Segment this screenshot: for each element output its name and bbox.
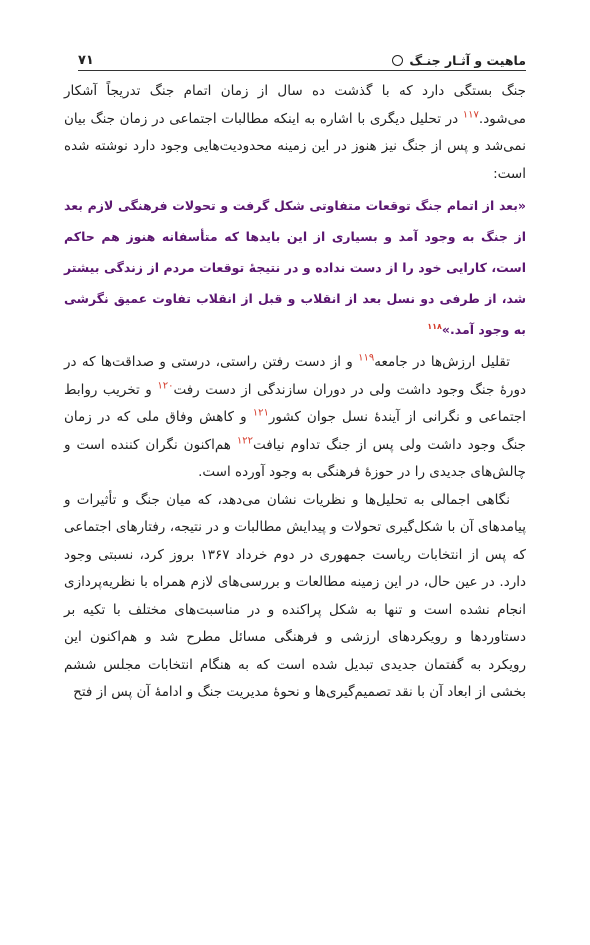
- page-body: [64, 78, 526, 707]
- text-run: و از دست رفتن راستی، درستی و صداقت‌ها که در دورهٔ جنگ وجود داشت ولی در دوران سازندگی از دست رفت: [64, 354, 526, 398]
- footnote-marker: ۱۲۲: [236, 435, 253, 446]
- page-header: [78, 44, 526, 68]
- paragraph-p3: [64, 487, 526, 707]
- circle-bullet-icon: [392, 55, 403, 66]
- header-rule: [78, 70, 526, 71]
- text-run: تقلیل ارزش‌ها در جامعه: [374, 354, 511, 370]
- text-run: و کاهش وفاق ملی که در زمان جنگ وجود داشت ولی پس از جنگ تداوم نیافت: [64, 409, 526, 453]
- page-number: ۷۱: [78, 53, 94, 68]
- footnote-marker: ۱۱۸: [427, 321, 442, 331]
- paragraph-p2: [64, 349, 526, 487]
- text-run: نگاهی اجمالی به تحلیل‌ها و نظریات نشان می‌دهد، که میان جنگ و تأثیرات و پیامدهای آن با شکل‌گیری تحولات و پیدایش مطالبات و در نتیجه، رفتارهای اجتماعی که پس از انتخابات ریاست جمهوری در دوم خرداد ۱۳۶۷ بروز کرد، نسبتی وجود دارد. در عین حال، در این زمینه مطالعات و بررسی‌های لازم همراه با نظریه‌پردازی انجام نشده است و تنها به شکل پراکنده و در مناسبت‌های مختلف با تکیه بر دستاوردها و رویکردهای ارزشی و فرهنگی مسائل مطرح شد و هم‌اکنون این رویکرد به گفتمان جدیدی تبدیل شده است که به هنگام انتخابات مجلس ششم بخشی از ابعاد آن با نقد تصمیم‌گیری‌ها و نحوهٔ مدیریت جنگ و ادامهٔ آن پس از فتح: [64, 491, 526, 700]
- footnote-marker: ۱۲۱: [252, 407, 269, 419]
- text-run: و تخریب روابط اجتماعی و نگرانی از آیندهٔ نسل جوان کشور: [64, 381, 526, 425]
- running-title-text: ماهیت و آثـار جنـگ: [409, 53, 526, 68]
- block-quote: [64, 190, 526, 345]
- text-run: جنگ بستگی دارد که با گذشت ده سال از زمان اتمام جنگ تدریجاً آشکار می‌شود.: [64, 83, 526, 127]
- text-run: در تحلیل دیگری با اشاره به اینکه مطالبات اجتماعی در زمان جنگ بیان نمی‌شد و پس از جنگ نیز هنوز در این زمینه محدودیت‌هایی وجود دارد نوشته شده است:: [64, 110, 526, 182]
- text-run: هم‌اکنون نگران کننده است و چالش‌های جدیدی را در حوزهٔ فرهنگی به وجود آورده است.: [64, 436, 526, 480]
- footnote-marker: ۱۱۹: [358, 352, 375, 364]
- text-run: «بعد از اتمام جنگ توقعات متفاوتی شکل گرفت و تحولات فرهنگی لازم بعد از جنگ به وجود آمد و بسیاری از این بایدها که متأسفانه هنوز هم حاکم است، کارایی خود را از دست نداده و در نتیجهٔ توقعات مردم از زندگی بیشتر شد، از طرفی دو نسل بعد از انقلاب و قبل از انقلاب تفاوت عمیق نگرشی به وجود آمد.»: [64, 198, 526, 337]
- footnote-marker: ۱۲۰: [157, 380, 174, 391]
- running-title: [392, 53, 526, 68]
- paragraph-p1: [64, 78, 526, 188]
- footnote-marker: ۱۱۷: [462, 109, 479, 120]
